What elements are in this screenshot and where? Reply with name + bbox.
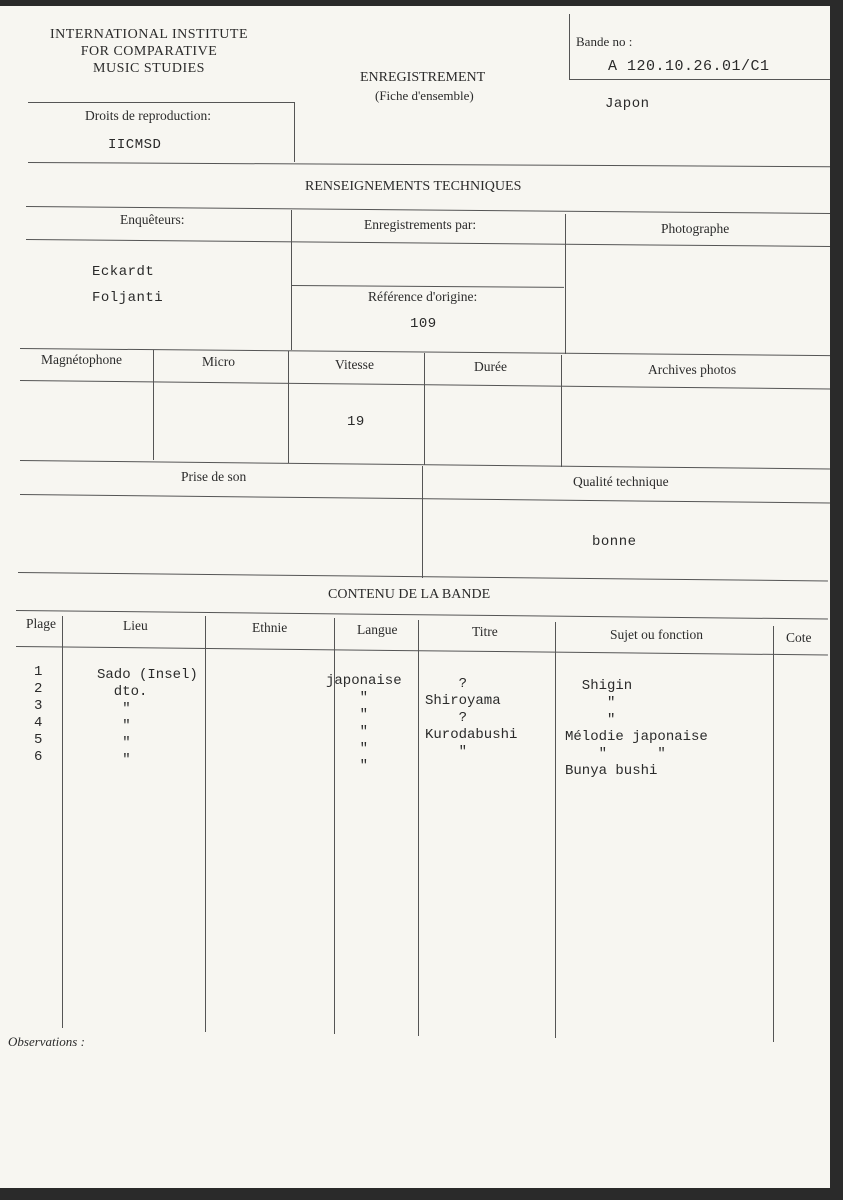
bande-number: A 120.10.26.01/C1 [608,58,770,75]
droits-label: Droits de reproduction: [85,108,211,123]
vitesse-value: 19 [347,414,365,430]
record-sheet [0,6,830,1188]
form-subtitle: (Fiche d'ensemble) [375,88,474,103]
col-sujet: Sujet ou fonction [610,627,703,642]
photographe-label: Photographe [661,221,730,236]
col-ethnie: Ethnie [252,620,288,635]
magnetophone-label: Magnétophone [41,352,122,367]
prise-label: Prise de son [181,469,247,484]
droits-value: IICMSD [108,137,162,153]
country-value: Japon [605,96,650,112]
reference-label: Référence d'origine: [368,289,478,304]
archives-label: Archives photos [648,362,737,377]
institute-name [28,26,270,77]
institute-line-2: FOR COMPARATIVE [80,44,218,59]
reference-value: 109 [410,316,437,332]
observations-label: Observations : [8,1034,85,1049]
lieu-entries: Sado (Insel) dto. " " " " [97,667,198,768]
sujet-entries: Shigin " " Mélodie japonaise " " Bunya bushi [565,678,708,779]
micro-label: Micro [202,354,235,369]
titre-entries: ? Shiroyama ? Kurodabushi " [425,676,518,760]
col-plage: Plage [26,616,56,631]
tech-section-title: RENSEIGNEMENTS TECHNIQUES [305,179,522,194]
col-langue: Langue [357,622,398,637]
institute-line-1: INTERNATIONAL INSTITUTE [50,27,248,42]
bande-label: Bande no : [576,34,633,49]
langue-entries: japonaise " " " " " [326,673,402,774]
enqueteur-1: Eckardt [92,264,155,280]
enqueteur-2: Foljanti [92,290,164,306]
col-cote: Cote [786,630,812,645]
qualite-label: Qualité technique [573,474,669,489]
duree-label: Durée [474,359,507,374]
form-title: ENREGISTREMENT [360,70,486,85]
enqueteurs-label: Enquêteurs: [120,212,185,227]
contents-section-title: CONTENU DE LA BANDE [328,587,491,602]
qualite-value: bonne [592,534,637,550]
plage-numbers: 1 2 3 4 5 6 [34,664,43,765]
enregistrements-label: Enregistrements par: [364,217,477,232]
col-titre: Titre [472,624,498,639]
institute-line-3: MUSIC STUDIES [93,61,205,76]
vitesse-label: Vitesse [335,357,374,372]
col-lieu: Lieu [123,618,148,633]
